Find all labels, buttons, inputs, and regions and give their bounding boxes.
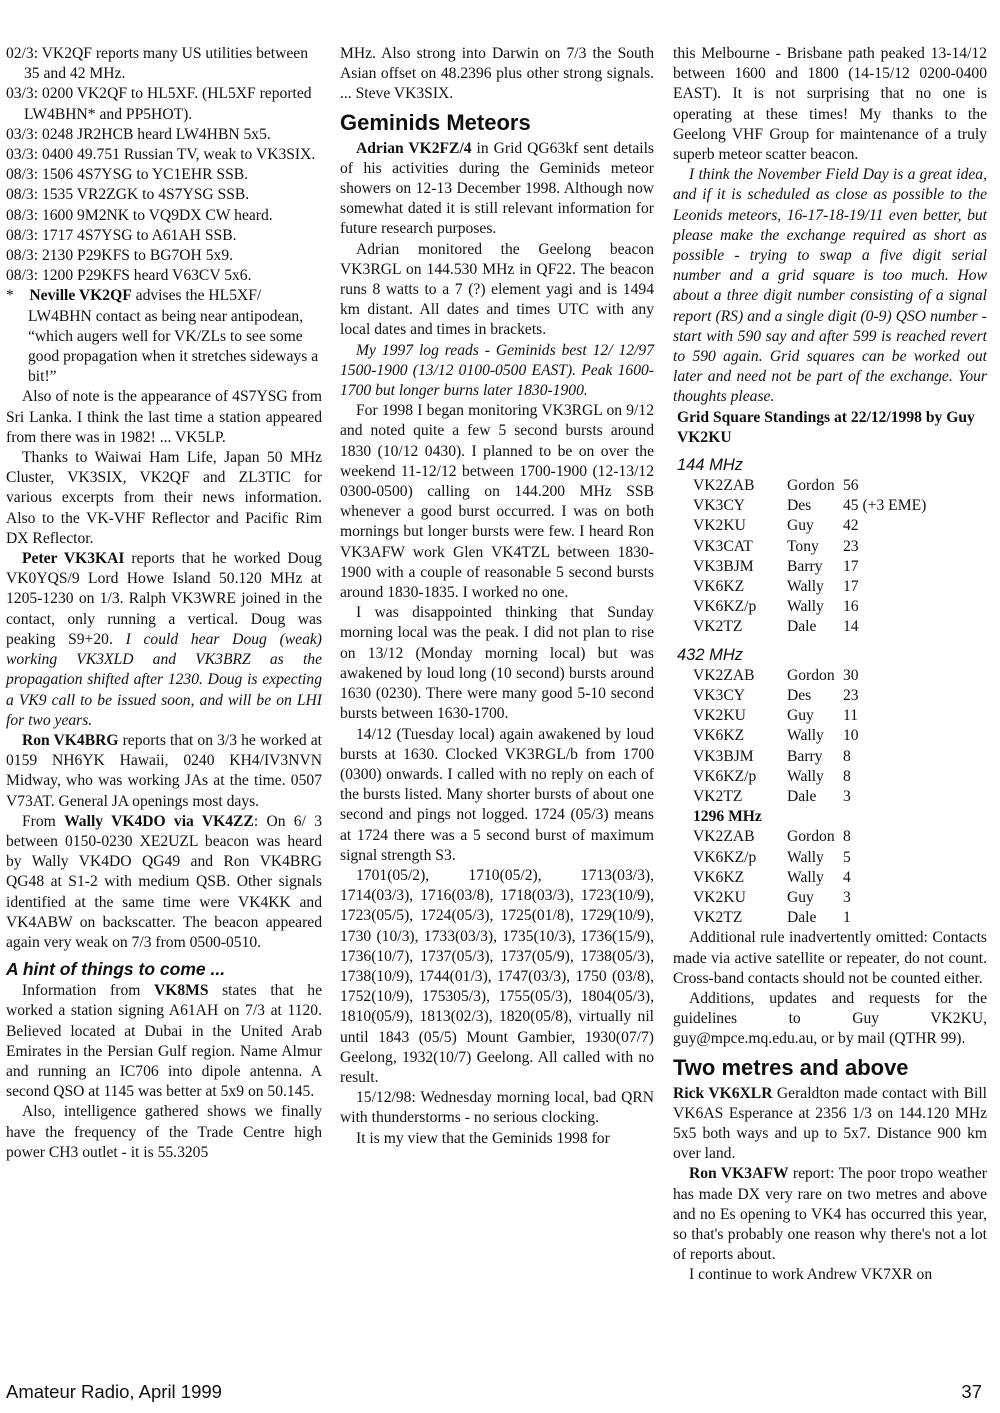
standing-entry <box>673 747 987 767</box>
entry-name: Dale <box>787 618 817 636</box>
band-heading: 144 MHz <box>677 456 744 475</box>
standing-entry <box>673 848 987 868</box>
entry-name: Barry <box>787 557 823 575</box>
entry-name: Guy <box>787 517 814 535</box>
entry-call: VK2TZ <box>693 787 743 805</box>
paragraph: I was disappointed thinking that Sunday morning local was the peak. I did not plan to rise on 13/12 (Monday morning local) but was awakened by loud long (10 second) bursts around 1630 (0230). There were many good 5-10 second bursts between 1630-1700. <box>340 604 654 723</box>
entry-score: 8 <box>843 747 851 765</box>
entry-score: 11 <box>843 707 859 725</box>
entry-score: 8 <box>843 767 851 785</box>
column-2 <box>340 44 654 1149</box>
standing-entry <box>673 577 987 597</box>
entry-name: Des <box>787 686 812 704</box>
standing-entry <box>673 597 987 617</box>
entry-name: Tony <box>787 537 819 555</box>
entry-call: VK3BJM <box>693 747 754 765</box>
paragraph <box>340 139 654 240</box>
paragraph: Also, intelligence gathered shows we finally have the frequency of the Trade Centre high power CH3 outlet - it is 55.3205 <box>6 1103 322 1161</box>
log-entry: 08/3: 1200 P29KFS heard V63CV 5x6. <box>6 267 252 285</box>
paragraph: It is my view that the Geminids 1998 for <box>356 1129 610 1147</box>
callsign-name: Adrian VK2FZ/4 <box>356 139 472 157</box>
paragraph <box>673 1164 987 1265</box>
column-3 <box>673 44 987 1286</box>
section-heading: A hint of things to come ... <box>6 959 226 980</box>
entry-score: 30 <box>843 666 859 684</box>
paragraph: 14/12 (Tuesday local) again awakened by loud bursts at 1630. Clocked VK3RGL/b from 1700 (0300) onwards. I called with no reply on each of the bursts listed. Many shorter bursts of about one second and pings not logged. 1724 (05/3) means at 1724 there was a 5 second burst of maximum signal strength S3. <box>340 725 654 864</box>
standing-entry <box>673 516 987 536</box>
band-list-144 <box>673 476 987 638</box>
paragraph-text: report: The poor tropo weather has made DX very rare on two metres and above and no Es opening to VK4 has occurred this year, so that's probably one reason why there's not a lot of reports about. <box>673 1165 987 1264</box>
band-heading: 432 MHz <box>677 645 744 664</box>
callsign-name: Wally VK4DO via VK4ZZ <box>64 812 254 830</box>
paragraph: Additional rule inadvertently omitted: Contacts made via active satellite or repeater, do not count. Cross-band contacts should not be counted either. <box>673 929 987 987</box>
log-entry: 08/3: 2130 P29KFS to BG7OH 5x9. <box>6 247 234 265</box>
entry-call: VK2TZ <box>693 618 743 636</box>
standing-entry <box>673 476 987 496</box>
standing-entry <box>673 888 987 908</box>
entry-name: Guy <box>787 888 814 906</box>
paragraph-text: reports that he worked Doug VK0YQS/9 Lord Howe Island 50.120 MHz at 1205-1230 on 1/3. Ralph VK3WRE joined in the contact, only running a vertical. Doug was peaking S9+20. <box>6 550 322 648</box>
callsign-name: Ron VK4BRG <box>22 731 119 749</box>
callsign-name: Peter VK3KAI <box>22 550 125 568</box>
entry-name: Dale <box>787 909 817 927</box>
paragraph: 15/12/98: Wednesday morning local, bad QRN with thunderstorms - no serious clocking. <box>340 1089 654 1127</box>
standing-entry <box>673 706 987 726</box>
standing-entry <box>673 496 987 516</box>
standing-entry <box>673 908 987 928</box>
italic-text: I could hear Doug (weak) working VK3XLD and VK3BRZ as the propagation shifted after 1230. Doug is expecting a VK9 call to be issued soon, and will be on LHI for two years. <box>6 630 322 729</box>
callsign-name: Rick VK6XLR <box>673 1084 773 1102</box>
entry-score: 8 <box>843 828 851 846</box>
column-1 <box>6 44 322 1163</box>
paragraph-text: Information from <box>22 982 154 1000</box>
entry-name: Des <box>787 497 812 515</box>
entry-call: VK3CY <box>693 497 745 515</box>
paragraph-text: From <box>22 812 65 830</box>
entry-name: Guy <box>787 707 814 725</box>
entry-call: VK2ZAB <box>693 666 755 684</box>
footnote-star: * <box>6 287 14 305</box>
paragraph-text: reports that on 3/3 he worked at 0159 NH6YK Hawaii, 0240 KH4/IV3NVN Midway, who was working JAs at the time. 0507 V73AT. General JA openings most days. <box>6 731 323 810</box>
entry-name: Wally <box>787 578 824 596</box>
paragraph: For 1998 I began monitoring VK3RGL on 9/12 and noted quite a few 5 second bursts around 1830 (10/12 0430). I planned to be on over the weekend 11-12/12 between 1700-1900 (12-13/12 0300-0500) calling on 144.200 MHz SSB whenever a good burst occurred. I was on both mornings but longer bursts were few. I heard Ron VK3AFW work Glen VK4TZL between 1830-1900 with a couple of reasonable 5 second bursts around 1830-1835. I worked no one. <box>340 402 654 602</box>
paragraph-text: Geraldton made contact with Bill VK6AS Esperance at 2356 1/3 on 144.120 MHz 5x5 both ways and up to 5x7. Distance 900 km over land. <box>673 1084 987 1163</box>
paragraph <box>6 812 322 953</box>
paragraph-italic: I think the November Field Day is a great idea, and if it is scheduled as close as possible to the Leonids meteors, 16-17-18-19/11 even better, but please make the exchange required as short as possible - trying to swap a five digit serial number and a grid square is too much. How about a three digit number consisting of a signal report (RS) and a single digit (0-9) QSO number - start with 590 say and after 599 is reached revert to 590 again. Grid squares can be worked out later and need not be part of the exchange. Your thoughts please. <box>673 166 987 406</box>
entry-call: VK2KU <box>693 888 746 906</box>
entry-name: Wally <box>787 868 824 886</box>
section-heading: Geminids Meteors <box>340 109 531 135</box>
log-entry: 03/3: 0200 VK2QF to HL5XF. (HL5XF reported LW4BHN* and PP5HOT). <box>6 85 312 123</box>
entry-score: 45 (+3 EME) <box>843 497 927 515</box>
footer-publication: Amateur Radio, April 1999 <box>6 1381 222 1402</box>
entry-score: 23 <box>843 537 859 555</box>
paragraph <box>6 731 322 812</box>
standing-entry <box>673 537 987 557</box>
log-entry: 03/3: 0248 JR2HCB heard LW4HBN 5x5. <box>6 125 271 143</box>
entry-score: 3 <box>843 888 851 906</box>
band-list-1296 <box>673 827 987 928</box>
entry-score: 17 <box>843 578 859 596</box>
note-text: advises the HL5XF/ LW4BHN contact as being near antipodean, “which augers well for VK/ZLs to see some good propagation when it stretches sideways a bit!” <box>28 287 319 386</box>
entry-score: 3 <box>843 787 851 805</box>
paragraph: MHz. Also strong into Darwin on 7/3 the South Asian offset on 48.2396 plus other strong signals. ... Steve VK3SIX. <box>340 45 654 103</box>
paragraph <box>673 1084 987 1165</box>
paragraph <box>6 981 322 1102</box>
entry-score: 10 <box>843 727 859 745</box>
entry-name: Gordon <box>787 666 835 684</box>
log-entry: 03/3: 0400 49.751 Russian TV, weak to VK3SIX. <box>6 146 316 164</box>
entry-call: VK2KU <box>693 517 746 535</box>
entry-call: VK2TZ <box>693 909 743 927</box>
entry-call: VK6KZ <box>693 578 745 596</box>
callsign-name: Ron VK3AFW <box>689 1165 789 1183</box>
standing-entry <box>673 557 987 577</box>
entry-score: 17 <box>843 557 859 575</box>
entry-call: VK6KZ/p <box>693 767 757 785</box>
standing-entry <box>673 726 987 746</box>
entry-call: VK2ZAB <box>693 477 755 495</box>
paragraph: Thanks to Waiwai Ham Life, Japan 50 MHz Cluster, VK3SIX, VK2QF and ZL3TIC for various excerpts from their news information. Also to the VK-VHF Reflector and Pacific Rim DX Reflector. <box>6 449 322 547</box>
paragraph: Adrian monitored the Geelong beacon VK3RGL on 144.530 MHz in QF22. The beacon runs 8 watts to a 7 (?) element yagi and is 1494 km distant. All dates and times UTC with any local dates and times in brackets. <box>340 240 654 339</box>
paragraph: 1701(05/2), 1710(05/2), 1713(03/3), 1714(03/3), 1716(03/8), 1718(03/3), 1723(10/9), 1723(05/5), 1724(05/3), 1725(01/8), 1729(10/9), 1730 (10/3), 1733(03/3), 1735(10/3), 1736(15/9), 1736(10/7), 1737(05/3), 1737(05/9), 1738(05/3), 1738(10/9), 1744(01/3), 1747(03/3), 1750 (03/8), 1752(10/9), 175305/3), 1755(05/3), 1804(05/3), 1810(05/9), 1813(02/3), 1820(05/8), virtually nil until 1843 (05/5) Mount Gambier, 1930(07/7) Geelong, 1932(10/7) Geelong. All called with no result. <box>340 866 654 1086</box>
entry-score: 42 <box>843 517 859 535</box>
footnote-note <box>6 286 322 387</box>
standing-entry <box>673 767 987 787</box>
paragraph <box>6 549 322 731</box>
entry-name: Wally <box>787 767 824 785</box>
entry-call: VK2ZAB <box>693 828 755 846</box>
paragraph-text: in Grid QG63kf sent details of his activities during the Geminids meteor showers on 12-13 December 1998. Although now somewhat dated it is still relevant information for future research purposes. <box>340 139 654 238</box>
paragraph: this Melbourne - Brisbane path peaked 13-14/12 between 1600 and 1800 (14-15/12 0200-0400 EAST). It is not surprising that no one is operating at these times! My thanks to the Geelong VHF Group for maintenance of a truly superb meteor scatter beacon. <box>673 45 987 164</box>
entry-score: 1 <box>843 909 851 927</box>
band-heading: 1296 MHz <box>693 808 762 826</box>
footer-page-number: 37 <box>961 1381 982 1402</box>
entry-name: Wally <box>787 848 824 866</box>
entry-call: VK6KZ/p <box>693 598 757 616</box>
standings-title: Grid Square Standings at 22/12/1998 by Guy VK2KU <box>677 408 975 446</box>
entry-score: 14 <box>843 618 859 636</box>
entry-name: Gordon <box>787 828 835 846</box>
entry-score: 5 <box>843 848 851 866</box>
standing-entry <box>673 686 987 706</box>
standing-entry <box>673 666 987 686</box>
log-entry: 08/3: 1535 VR2ZGK to 4S7YSG SSB. <box>6 186 250 204</box>
entry-call: VK6KZ/p <box>693 848 757 866</box>
entry-call: VK3CAT <box>693 537 753 555</box>
log-entry: 08/3: 1600 9M2NK to VQ9DX CW heard. <box>6 206 273 224</box>
entry-name: Barry <box>787 747 823 765</box>
standing-entry <box>673 617 987 637</box>
paragraph-text: : On 6/ 3 between 0150-0230 XE2UZL beacon was heard by Wally VK4DO QG49 and Ron VK4BRG QG48 at S1-2 with medium QSB. Other signals identified at the same time were VK4KK and VK4ABW on backscatter. The beacon appeared again very weak on 7/3 from 0500-0510. <box>6 812 322 951</box>
paragraph: Additions, updates and requests for the guidelines to Guy VK2KU, guy@mpce.mq.edu.au, or by mail (QTHR 99). <box>673 989 987 1048</box>
standing-entry <box>673 787 987 807</box>
entry-score: 16 <box>843 598 859 616</box>
entry-call: VK6KZ <box>693 868 745 886</box>
callsign-name: VK8MS <box>153 982 209 1000</box>
entry-name: Gordon <box>787 477 835 495</box>
entry-score: 56 <box>843 477 859 495</box>
entry-call: VK3CY <box>693 686 745 704</box>
entry-name: Dale <box>787 787 817 805</box>
paragraph: Also of note is the appearance of 4S7YSG from Sri Lanka. I think the last time a station appeared from there was in 1982! ... VK5LP. <box>6 388 322 446</box>
entry-call: VK3BJM <box>693 557 754 575</box>
entry-name: Wally <box>787 727 824 745</box>
note-callsign: Neville VK2QF <box>29 287 132 305</box>
entry-call: VK6KZ <box>693 727 745 745</box>
log-entry: 02/3: VK2QF reports many US utilities between 35 and 42 MHz. <box>6 45 309 83</box>
standing-entry <box>673 868 987 888</box>
paragraph-text: states that he worked a station signing A61AH on 7/3 at 1120. Believed located at Dubai in the United Arab Emirates in the Persian Gulf region. Name Almur and running an IC706 into dipole antenna. A second QSO at 1145 was better at 5x9 on 50.145. <box>6 982 322 1101</box>
section-heading: Two metres and above <box>673 1054 909 1080</box>
entry-name: Wally <box>787 598 824 616</box>
paragraph-italic: My 1997 log reads - Geminids best 12/ 12/97 1500-1900 (13/12 0100-0500 EAST). Peak 1600-1700 but longer burns later 1830-1900. <box>340 341 654 400</box>
log-entry: 08/3: 1717 4S7YSG to A61AH SSB. <box>6 226 237 244</box>
band-list-432 <box>673 666 987 807</box>
entry-call: VK2KU <box>693 707 746 725</box>
paragraph: I continue to work Andrew VK7XR on <box>689 1266 933 1284</box>
standing-entry <box>673 827 987 847</box>
entry-score: 4 <box>843 868 851 886</box>
entry-score: 23 <box>843 686 859 704</box>
log-entry: 08/3: 1506 4S7YSG to YC1EHR SSB. <box>6 166 249 184</box>
